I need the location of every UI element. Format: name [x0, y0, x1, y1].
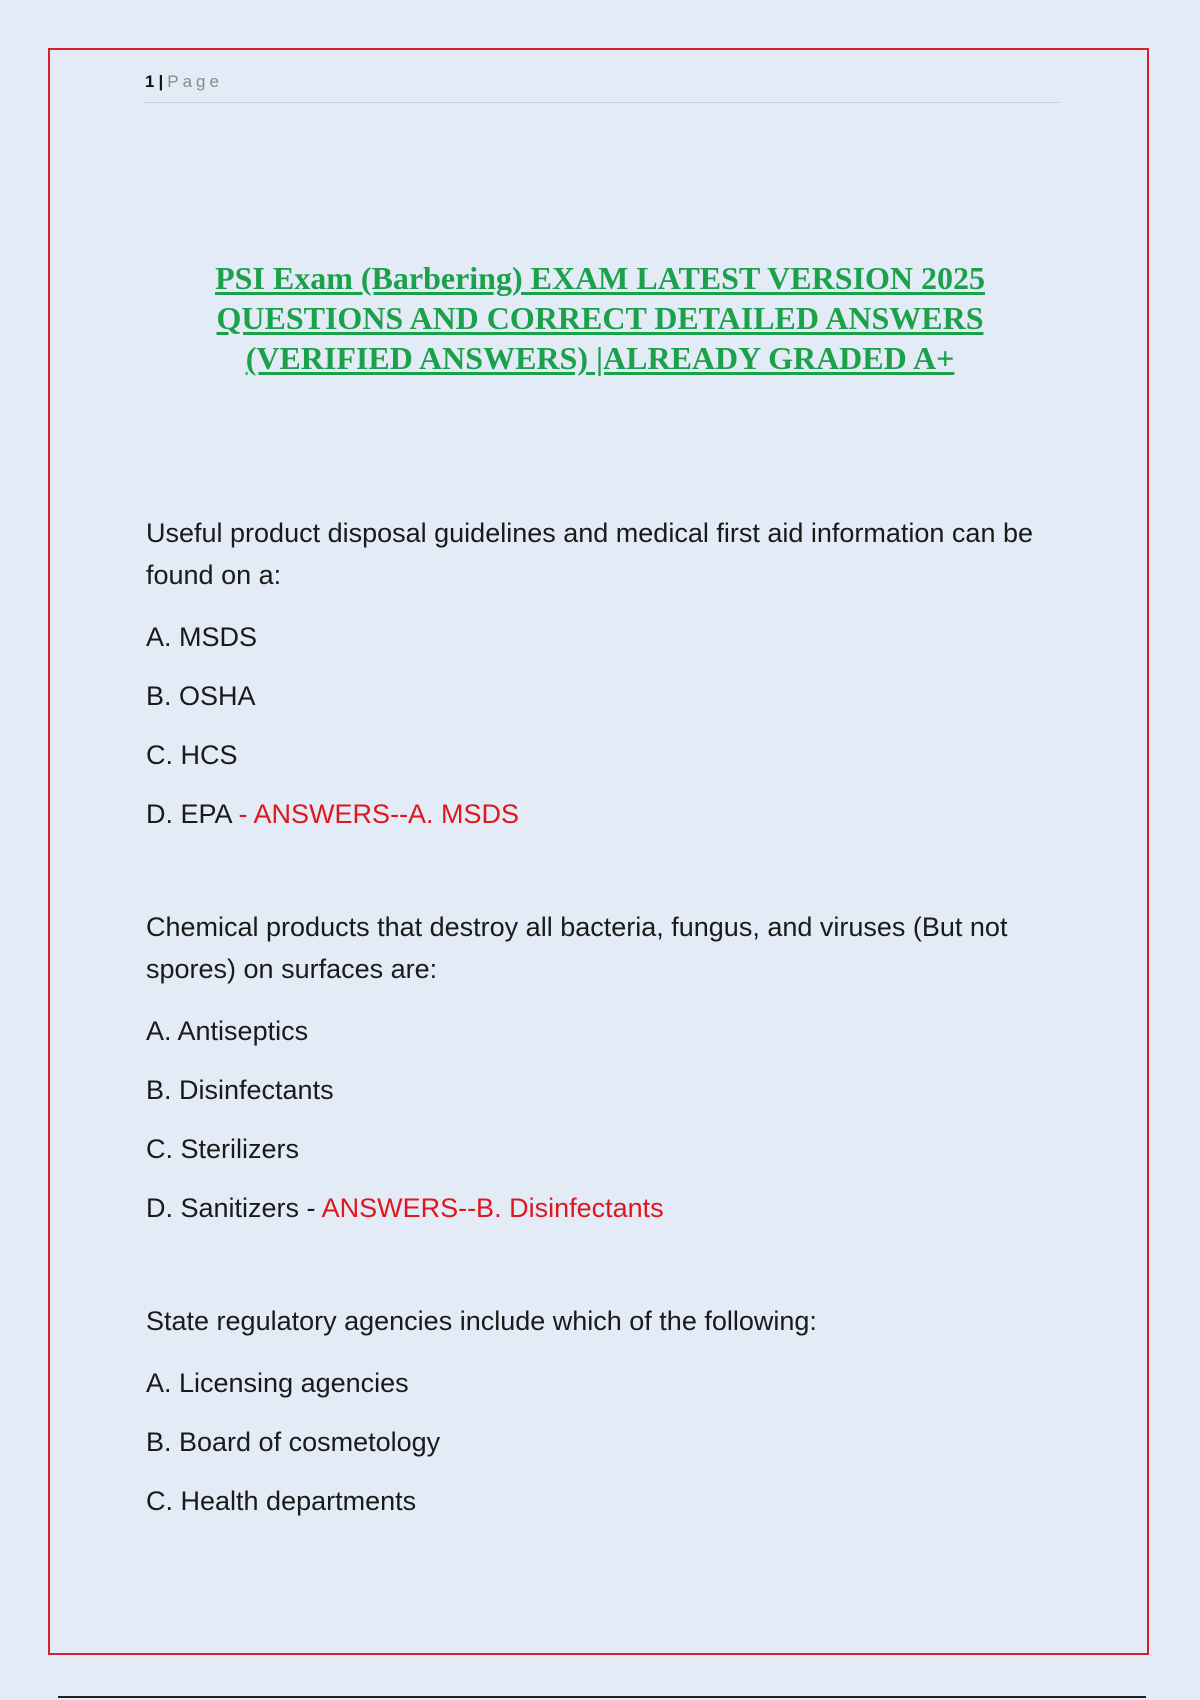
option-c: C. Sterilizers — [146, 1134, 300, 1164]
bottom-divider — [58, 1696, 1146, 1698]
option-c: C. HCS — [146, 740, 238, 770]
option-b: B. Disinfectants — [146, 1075, 334, 1105]
question-list — [146, 512, 1066, 1593]
option-d-text: D. EPA — [146, 799, 232, 829]
answer-text: ANSWERS--B. Disinfectants — [321, 1193, 664, 1223]
document-title — [100, 258, 1100, 378]
question-text: Chemical products that destroy all bacteria, fungus, and viruses (But not spores) on surfaces are: — [146, 912, 1008, 984]
option-d — [146, 1190, 1066, 1226]
option-d-text: D. Sanitizers - — [146, 1193, 322, 1223]
question-text: State regulatory agencies include which of the following: — [146, 1306, 817, 1336]
option-d — [146, 796, 1066, 832]
answer-text: - ANSWERS--A. MSDS — [231, 799, 520, 829]
page-number: 1 — [145, 72, 155, 91]
question-text: Useful product disposal guidelines and medical first aid information can be found on a: — [146, 518, 1033, 590]
title-line-3: (VERIFIED ANSWERS) |ALREADY GRADED A+ — [245, 340, 955, 376]
title-line-2: QUESTIONS AND CORRECT DETAILED ANSWERS — [216, 300, 984, 336]
option-c: C. Health departments — [146, 1486, 417, 1516]
option-a: A. MSDS — [146, 622, 258, 652]
page-label: Page — [167, 72, 223, 91]
option-b: B. Board of cosmetology — [146, 1427, 441, 1457]
question-block-1 — [146, 512, 1066, 832]
option-a: A. Licensing agencies — [146, 1368, 409, 1398]
option-b: B. OSHA — [146, 681, 256, 711]
title-line-1: PSI Exam (Barbering) EXAM LATEST VERSION 2025 — [215, 260, 985, 296]
question-block-3 — [146, 1300, 1066, 1519]
page-separator: | — [158, 72, 164, 91]
question-block-2 — [146, 906, 1066, 1226]
page-header — [145, 72, 1060, 103]
option-a: A. Antiseptics — [146, 1016, 309, 1046]
